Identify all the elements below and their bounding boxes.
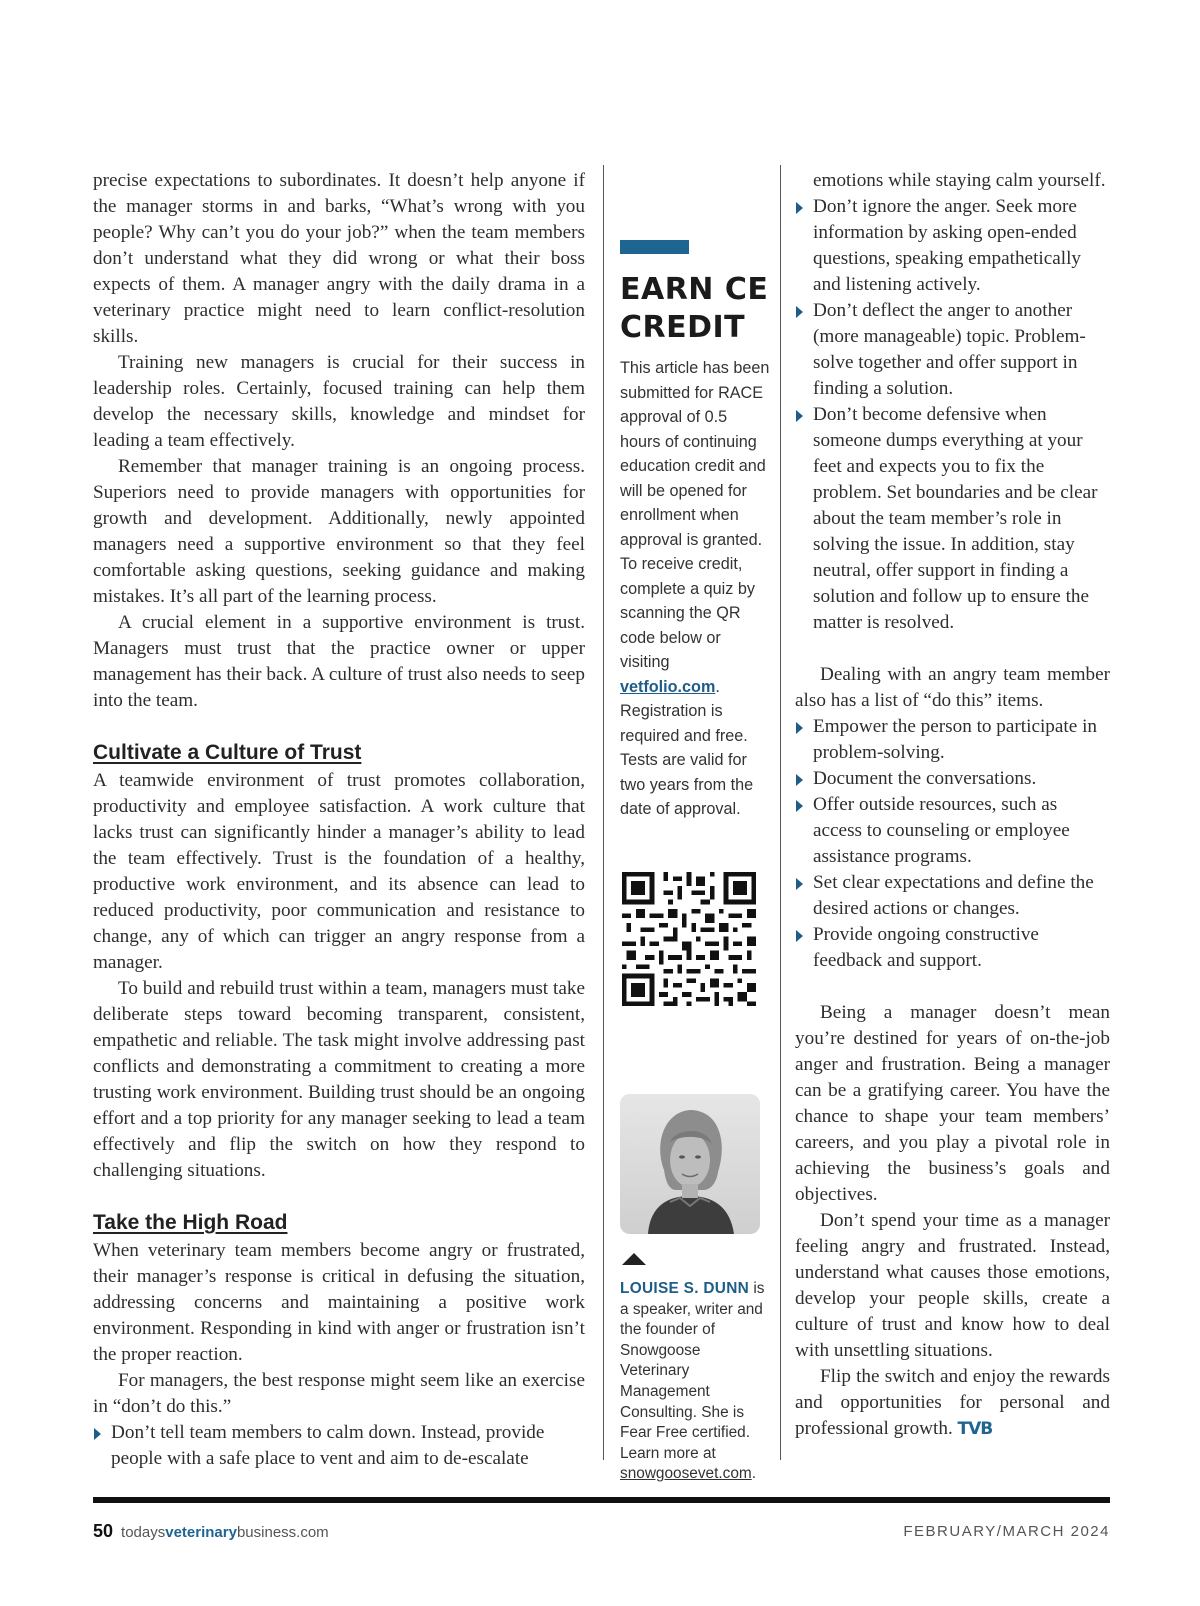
author-name: LOUISE S. DUNN xyxy=(620,1280,750,1297)
paragraph: To build and rebuild trust within a team, managers must take deliberate steps toward becoming transparent, consistent, empathetic and reliable. The task might involve addressing past conflicts and demonstrating a commitment to creating a more trusting work environment. Building trust should be an ongoing effort and a top priority for any manager seeking to lead a team effectively and flip the switch on how they respond to challenging situations. xyxy=(93,978,585,1181)
page-number: 50 xyxy=(93,1521,114,1541)
left-column xyxy=(93,168,585,1472)
list-item: Offer outside resources, such as access to counseling or employee assistance programs. xyxy=(795,792,1110,870)
paragraph: Remember that manager training is an ongoing process. Superiors need to provide managers with opportunities for growth and development. Additionally, newly appointed managers need a supportive environment so that they feel comfortable asking questions, seeking guidance and making mistakes. It’s all part of the learning process. xyxy=(93,456,585,607)
bullet-triangle-icon xyxy=(796,202,803,214)
list-item: Set clear expectations and define the desired actions or changes. xyxy=(795,870,1110,922)
author-site-link[interactable]: snowgoosevet.com xyxy=(620,1465,752,1483)
footer-rule xyxy=(93,1497,1110,1503)
qr-code-icon[interactable] xyxy=(622,872,756,1006)
bullet-triangle-icon xyxy=(796,722,803,734)
column-divider xyxy=(780,165,781,1460)
author-bio: LOUISE S. DUNN is a speaker, writer and the founder of Snowgoose Veterinary Management Consulting. She is Fear Free certified. Learn more at snowgoosevet.com. xyxy=(620,1280,765,1483)
paragraph: Dealing with an angry team member also has a list of “do this” items. xyxy=(795,664,1110,711)
ce-credit-body: This article has been submitted for RACE approval of 0.5 hours of continuing education credit and will be opened for enrollment when approval is granted. To receive credit, complete a quiz by scanning the QR code below or visiting vetfolio.com. Registration is required and free. Tests are valid for two years from the date of approval. xyxy=(620,359,770,818)
up-triangle-icon xyxy=(622,1253,646,1265)
list-item: Document the conversations. xyxy=(795,766,1110,792)
ce-credit-title: EARN CE CREDIT xyxy=(620,272,769,345)
paragraph: precise expectations to subordinates. It doesn’t help anyone if the manager storms in and barks, “What’s wrong with you people? Why can’t you do your job?” when the team members don’t understand what they did wrong or what their boss expects of them. A manager angry with the daily drama in a veterinary practice might need to learn conflict-resolution skills. xyxy=(93,170,585,347)
bullet-triangle-icon xyxy=(796,774,803,786)
issue-date: FEBRUARY/MARCH 2024 xyxy=(903,1523,1110,1540)
do-list xyxy=(795,714,1110,974)
paragraph: Don’t spend your time as a manager feeling angry and frustrated. Instead, understand what causes those emotions, develop your people skills, create a culture of trust and know how to deal with unsettling situations. xyxy=(795,1210,1110,1361)
list-item: Don’t tell team members to calm down. Instead, provide people with a safe place to vent and aim to de-escalate xyxy=(93,1420,585,1472)
dont-list xyxy=(795,194,1110,636)
page-footer xyxy=(93,1521,1110,1545)
tvb-end-mark: TVB xyxy=(957,1419,993,1439)
column-divider xyxy=(603,165,604,1460)
bullet-triangle-icon xyxy=(796,410,803,422)
bullet-triangle-icon xyxy=(796,930,803,942)
paragraph: Flip the switch and enjoy the rewards and opportunities for personal and professional growth. TVB xyxy=(795,1366,1110,1439)
paragraph: Training new managers is crucial for their success in leadership roles. Certainly, focused training can help them develop the necessary skills, knowledge and mindset for leading a team effectively. xyxy=(93,352,585,451)
paragraph: A crucial element in a supportive environment is trust. Managers must trust that the practice owner or upper management has their back. A culture of trust also needs to seep into the team. xyxy=(93,612,585,711)
list-item: Provide ongoing constructive feedback and support. xyxy=(795,922,1110,974)
bullet-list xyxy=(93,1420,585,1472)
list-item: Don’t ignore the anger. Seek more information by asking open-ended questions, speaking empathetically and listening actively. xyxy=(795,194,1110,298)
section-heading-high-road: Take the High Road xyxy=(93,1211,288,1234)
paragraph: Being a manager doesn’t mean you’re destined for years of on-the-job anger and frustration. Being a manager can be a gratifying career. You have the chance to shape your team members’ careers, and you play a pivotal role in achieving the business’s goals and objectives. xyxy=(795,1002,1110,1205)
list-item: Empower the person to participate in problem-solving. xyxy=(795,714,1110,766)
bullet-triangle-icon xyxy=(796,800,803,812)
vetfolio-link[interactable]: vetfolio.com xyxy=(620,677,716,696)
paragraph: emotions while staying calm yourself. xyxy=(813,170,1106,191)
paragraph: A teamwide environment of trust promotes collaboration, productivity and employee satisfaction. A work culture that lacks trust can significantly hinder a manager’s ability to lead the team effectively. Trust is the foundation of a healthy, productive work environment, and its absence can lead to reduced productivity, poor communication and resistance to change, any of which can trigger an angry response from a manager. xyxy=(93,770,585,973)
ce-credit-sidebar xyxy=(620,240,770,822)
paragraph: When veterinary team members become angry or frustrated, their manager’s response is critical in defusing the situation, addressing concerns and maintaining a positive work environment. Responding in kind with anger or frustration isn’t the proper reaction. xyxy=(93,1240,585,1365)
paragraph: For managers, the best response might seem like an exercise in “don’t do this.” xyxy=(93,1370,585,1417)
bullet-triangle-icon xyxy=(796,306,803,318)
section-heading-trust: Cultivate a Culture of Trust xyxy=(93,741,362,764)
bullet-triangle-icon xyxy=(796,878,803,890)
list-item: Don’t become defensive when someone dumps everything at your feet and expects you to fix the problem. Set boundaries and be clear about the team member’s role in solving the issue. In addition, stay neutral, offer support in finding a solution and follow up to ensure the matter is resolved. xyxy=(795,402,1110,636)
footer-site: todaysveterinarybusiness.com xyxy=(121,1524,329,1541)
list-item: Don’t deflect the anger to another (more manageable) topic. Problem-solve together and offer support in finding a solution. xyxy=(795,298,1110,402)
accent-bar xyxy=(620,240,689,254)
bullet-triangle-icon xyxy=(94,1428,101,1440)
author-photo xyxy=(620,1094,760,1234)
right-column xyxy=(795,168,1110,1442)
